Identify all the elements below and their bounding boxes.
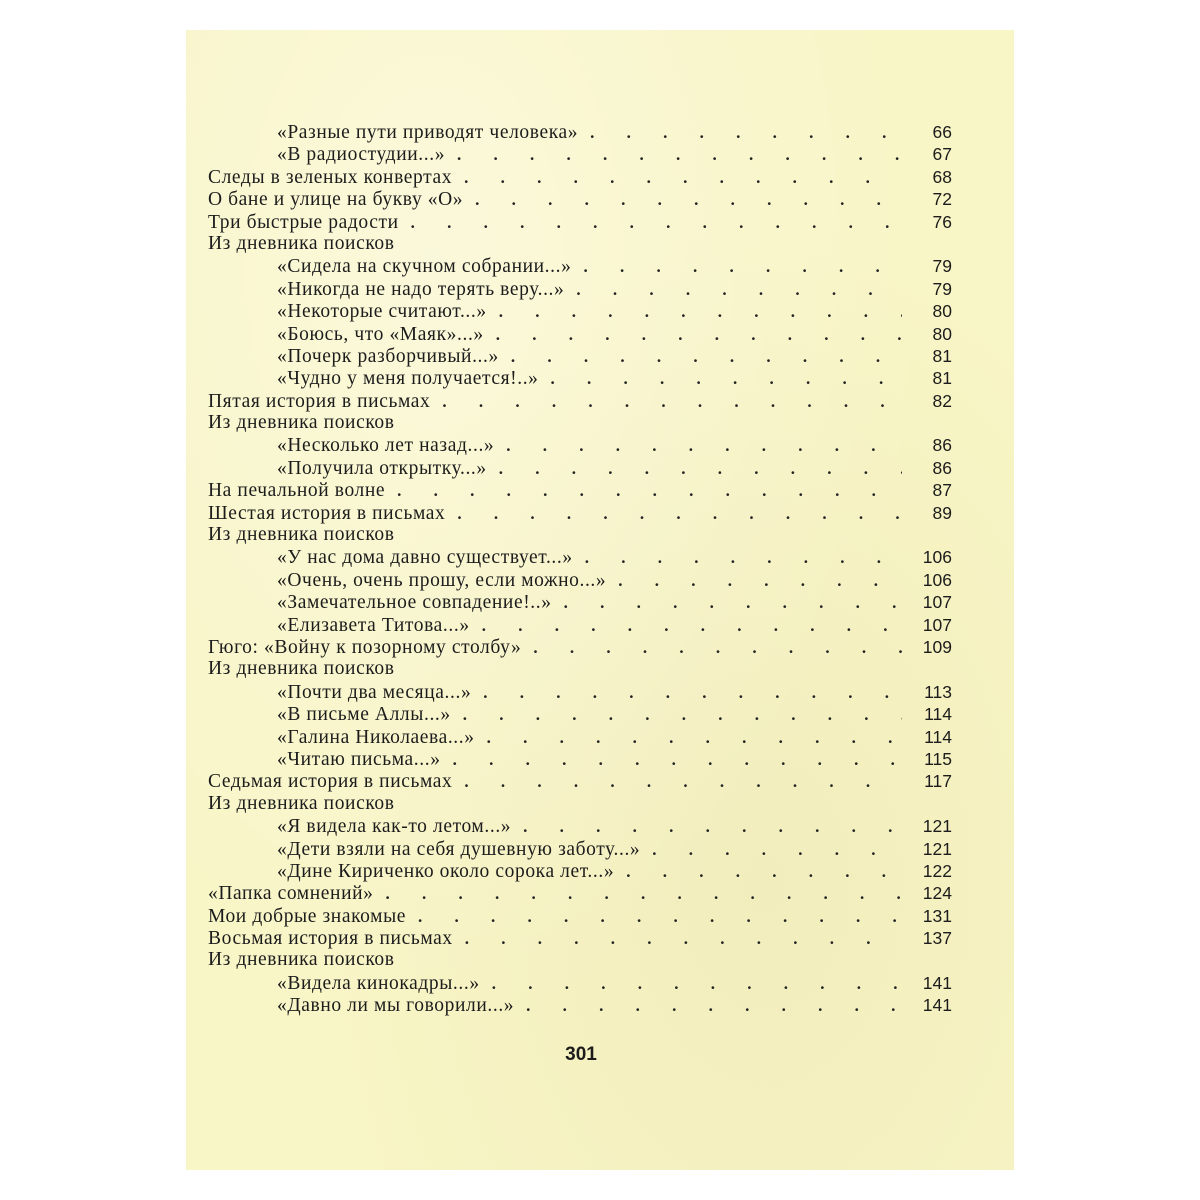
dot-leader [652,839,902,861]
toc-entry-page-number: 81 [932,368,952,389]
toc-entry-page-number: 86 [932,457,952,478]
toc-entry-page-number: 124 [922,883,952,904]
toc-entry [208,636,952,658]
toc-entry [208,972,952,994]
toc-entry-page-number: 122 [922,860,952,881]
toc-entry-title: Три быстрые радости [208,211,399,233]
toc-entry [208,681,952,703]
toc-entry-title: «Чудно у меня получается!..» [277,368,539,390]
dot-leader [533,637,902,659]
toc-entry [208,143,952,165]
toc-entry [208,367,952,389]
toc-entry-page-number: 106 [922,547,952,568]
toc-entry [208,614,952,636]
dot-leader [386,883,903,905]
dot-leader [483,682,902,704]
dot-leader [526,995,902,1017]
toc-section-heading [208,233,952,255]
toc-entry-page-number: 113 [924,681,952,702]
dot-leader [464,167,902,189]
toc-section-heading [208,793,952,815]
dot-leader [564,592,902,614]
toc-entry-page-number: 137 [922,928,952,949]
dot-leader [496,324,902,346]
toc-entry-page-number: 121 [922,816,952,837]
toc-entry [208,390,952,412]
toc-entry-title: Следы в зеленых конвертах [208,166,453,188]
dot-leader [457,144,902,166]
page-number: 301 [565,1044,597,1065]
toc-entry-title: Мои добрые знакомые [208,905,407,927]
dot-leader [418,906,902,928]
toc-entry-title: «Никогда не надо терять веру...» [277,278,565,300]
toc-entry-title: Из дневника поисков [208,524,395,546]
toc-entry [208,882,952,904]
toc-entry-title: «В письме Аллы...» [277,704,451,726]
toc-entry-page-number: 107 [922,592,952,613]
toc-entry-title: «Очень, очень прошу, если можно...» [277,569,607,591]
dot-leader [487,727,902,749]
toc-entry-title: Из дневника поисков [208,232,395,254]
dot-leader [464,771,902,793]
dot-leader [492,973,902,995]
toc-entry-title: Гюго: «Войну к позорному столбу» [208,636,522,658]
toc-entry-title: «Я видела как-то летом...» [277,816,512,838]
toc-entry [208,726,952,748]
toc-entry-title: «Видела кинокадры...» [277,972,480,994]
toc-entry-title: «Дине Кириченко около сорока лет...» [277,860,615,882]
toc-entry-page-number: 115 [924,748,952,769]
toc-entry-title: «Боюсь, что «Маяк»...» [277,323,484,345]
toc-entry-page-number: 79 [932,256,952,277]
toc-entry-title: Из дневника поисков [208,792,395,814]
toc-entry-title: Седьмая история в письмах [208,771,453,793]
dot-leader [499,458,902,480]
dot-leader [576,279,902,301]
dot-leader [442,391,902,413]
dot-leader [475,189,902,211]
dot-leader [506,435,902,457]
dot-leader [463,704,902,726]
toc-entry-title: «Елизавета Титова...» [277,614,470,636]
toc-entry-page-number: 66 [932,122,952,142]
toc-entry [208,502,952,524]
toc-entry-page-number: 141 [922,972,952,993]
toc-entry [208,345,952,367]
toc-entry [208,905,952,927]
toc-entry [208,546,952,568]
toc-entry-page-number: 141 [922,995,952,1016]
toc-entry [208,121,952,143]
toc-entry-title: Из дневника поисков [208,949,395,971]
toc-entry-page-number: 80 [932,301,952,322]
toc-entry-title: «Папка сомнений» [208,883,374,905]
toc-entry [208,838,952,860]
dot-leader [499,301,902,323]
dot-leader [618,570,902,592]
dot-leader [465,928,902,950]
toc-entry [208,860,952,882]
toc-section-heading [208,524,952,546]
toc-entry-page-number: 76 [932,211,952,232]
toc-entry-title: «Замечательное совпадение!..» [277,592,552,614]
toc-entry-page-number: 114 [924,704,952,725]
toc-entry-page-number: 80 [932,323,952,344]
toc-entry-title: «Некоторые считают...» [277,301,487,323]
toc-entry-title: «Разные пути приводят человека» [277,122,579,143]
toc-entry-page-number: 86 [932,435,952,456]
book-page [186,30,1014,1170]
toc-entry-title: «Получила открытку...» [277,457,487,479]
toc-entry [208,188,952,210]
dot-leader [523,816,902,838]
toc-entry-title: «Читаю письма...» [277,748,441,770]
dot-leader [585,547,902,569]
table-of-contents [208,121,952,1017]
toc-entry [208,479,952,501]
toc-entry-title: «В радиостудии...» [277,144,446,166]
toc-entry-page-number: 114 [924,726,952,747]
dot-leader [626,861,902,883]
toc-entry-title: Восьмая история в письмах [208,928,453,950]
toc-entry-title: «У нас дома давно существует...» [277,547,573,569]
toc-entry [208,278,952,300]
dot-leader [397,480,902,502]
toc-entry-page-number: 117 [924,771,952,792]
toc-entry-title: «Почти два месяца...» [277,681,472,703]
toc-entry [208,569,952,591]
toc-entry-page-number: 79 [932,278,952,299]
dot-leader [590,122,902,144]
toc-entry-title: «Дети взяли на себя душевную заботу...» [277,838,641,860]
toc-entry [208,166,952,188]
toc-entry-page-number: 107 [922,614,952,635]
dot-leader [583,256,902,278]
toc-entry-title: «Давно ли мы говорили...» [277,995,515,1017]
toc-entry [208,703,952,725]
toc-entry [208,994,952,1016]
toc-entry-page-number: 68 [932,166,952,187]
toc-section-heading [208,949,952,971]
toc-entry-title: Из дневника поисков [208,658,395,680]
toc-entry [208,815,952,837]
toc-entry [208,211,952,233]
toc-entry-page-number: 72 [932,189,952,210]
toc-entry-page-number: 131 [922,905,952,926]
toc-entry-title: Шестая история в письмах [208,502,446,524]
toc-entry-title: «Галина Николаева...» [277,726,475,748]
toc-entry-page-number: 82 [932,390,952,411]
dot-leader [551,368,902,390]
toc-entry-title: «Несколько лет назад...» [277,435,495,457]
toc-entry-title: Пятая история в письмах [208,390,431,412]
toc-entry-page-number: 87 [932,480,952,501]
toc-entry [208,434,952,456]
toc-entry [208,300,952,322]
toc-entry-title: На печальной волне [208,480,386,502]
toc-entry [208,927,952,949]
dot-leader [482,615,902,637]
toc-entry [208,255,952,277]
toc-entry-page-number: 89 [932,502,952,523]
toc-entry [208,323,952,345]
dot-leader [511,346,902,368]
dot-leader [453,749,902,771]
toc-entry-page-number: 121 [922,838,952,859]
toc-entry-page-number: 81 [932,345,952,366]
toc-section-heading [208,658,952,680]
toc-entry-page-number: 67 [932,144,952,165]
toc-entry-title: О бане и улице на букву «О» [208,189,464,211]
toc-entry-page-number: 106 [922,569,952,590]
toc-section-heading [208,412,952,434]
toc-entry-title: Из дневника поисков [208,412,395,434]
toc-entry [208,591,952,613]
toc-entry [208,748,952,770]
toc-entry [208,770,952,792]
toc-entry [208,457,952,479]
toc-entry-page-number: 109 [922,636,952,657]
toc-entry-title: «Почерк разборчивый...» [277,345,499,367]
dot-leader [411,212,902,234]
toc-entry-title: «Сидела на скучном собрании...» [277,256,572,278]
dot-leader [457,503,902,525]
